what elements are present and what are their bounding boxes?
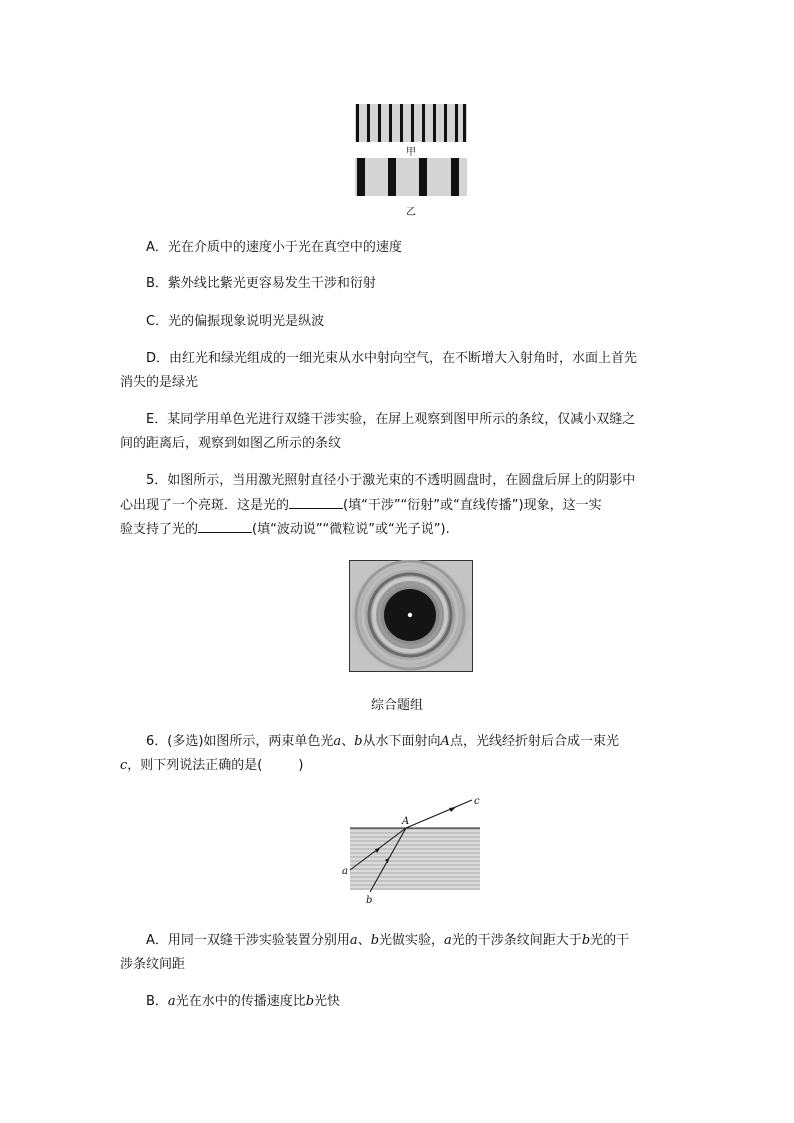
q6-text: ) bbox=[298, 758, 304, 773]
label-point-a: A bbox=[402, 816, 410, 827]
option-text: 光在水中的传播速度比 bbox=[175, 994, 306, 1009]
poisson-spot-image bbox=[349, 560, 473, 672]
q6-text: 从水下面射向 bbox=[362, 734, 441, 749]
separator: 、 bbox=[341, 734, 355, 749]
q5-line2-hint: (填“干涉”“衍射”或“直线传播”)现象，这一实 bbox=[343, 498, 602, 513]
option-text: A．用同一双缝干涉实验装置分别用 bbox=[146, 933, 350, 948]
var-c: c bbox=[120, 758, 128, 773]
q6-text: ，则下列说法正确的是( bbox=[127, 758, 263, 773]
q4-option-c: C．光的偏振现象说明光是纵波 bbox=[146, 314, 325, 329]
section-heading: 综合题组 bbox=[370, 698, 423, 713]
q4-option-e-line1: E．某同学用单色光进行双缝干涉实验，在屏上观察到图甲所示的条纹，仅减小双缝之 bbox=[146, 412, 636, 427]
answer-blank-1 bbox=[289, 496, 343, 509]
fringe-figure-yi bbox=[355, 158, 467, 196]
var-b: b bbox=[354, 734, 363, 749]
option-text: 光做实验， bbox=[379, 933, 445, 948]
q4-option-e-line2: 间的距离后，观察到如图乙所示的条纹 bbox=[120, 436, 342, 451]
q6-option-b bbox=[146, 993, 340, 1011]
option-text: B． bbox=[146, 994, 168, 1009]
q4-option-d-line1: D．由红光和绿光组成的一细光束从水中射向空气，在不断增大入射角时，水面上首先 bbox=[146, 351, 638, 366]
q6-option-a-line2: 涉条纹间距 bbox=[120, 957, 186, 972]
answer-blank-2 bbox=[198, 520, 252, 533]
q5-line1: 5．如图所示，当用激光照射直径小于激光束的不透明圆盘时，在圆盘后屏上的阴影中 bbox=[146, 473, 636, 488]
var-b: b bbox=[370, 933, 380, 948]
var-a: a bbox=[333, 734, 342, 749]
q5-line2 bbox=[120, 496, 602, 515]
q6-option-a-line1 bbox=[146, 932, 629, 950]
q5-line3 bbox=[120, 520, 450, 539]
q4-option-d-line2: 消失的是绿光 bbox=[120, 375, 199, 390]
var-a: a bbox=[444, 933, 452, 948]
label-ray-a: a bbox=[342, 866, 348, 877]
option-text: 光的干涉条纹间距大于 bbox=[451, 933, 582, 948]
q5-line3-text: 验支持了光的 bbox=[120, 522, 199, 537]
q4-option-b: B．紫外线比紫光更容易发生干涉和衍射 bbox=[146, 276, 376, 291]
q6-line2 bbox=[120, 757, 303, 775]
var-b: b bbox=[581, 933, 591, 948]
figure-caption-yi: 乙 bbox=[406, 207, 416, 218]
q6-line1 bbox=[146, 733, 619, 751]
q5-line2-text: 心出现了一个亮斑．这是光的 bbox=[120, 498, 290, 513]
fringe-figure-jia bbox=[355, 104, 467, 142]
option-text: 光快 bbox=[314, 994, 341, 1009]
label-ray-b: b bbox=[366, 895, 373, 906]
refraction-figure bbox=[338, 796, 488, 906]
q6-text: 点，光线经折射后合成一束光 bbox=[449, 734, 619, 749]
var-a: a bbox=[349, 933, 358, 948]
var-b: b bbox=[305, 994, 315, 1009]
var-a: a bbox=[167, 994, 176, 1009]
q4-option-a: A．光在介质中的速度小于光在真空中的速度 bbox=[146, 240, 402, 255]
var-point-a: A bbox=[440, 734, 450, 749]
figure-caption-jia: 甲 bbox=[406, 147, 416, 158]
q5-line3-hint: (填“波动说”“微粒说”或“光子说”). bbox=[252, 522, 450, 537]
separator: 、 bbox=[357, 933, 371, 948]
label-ray-c: c bbox=[474, 796, 480, 807]
q6-text: 6．(多选)如图所示，两束单色光 bbox=[146, 734, 334, 749]
option-text: 光的干 bbox=[590, 933, 630, 948]
